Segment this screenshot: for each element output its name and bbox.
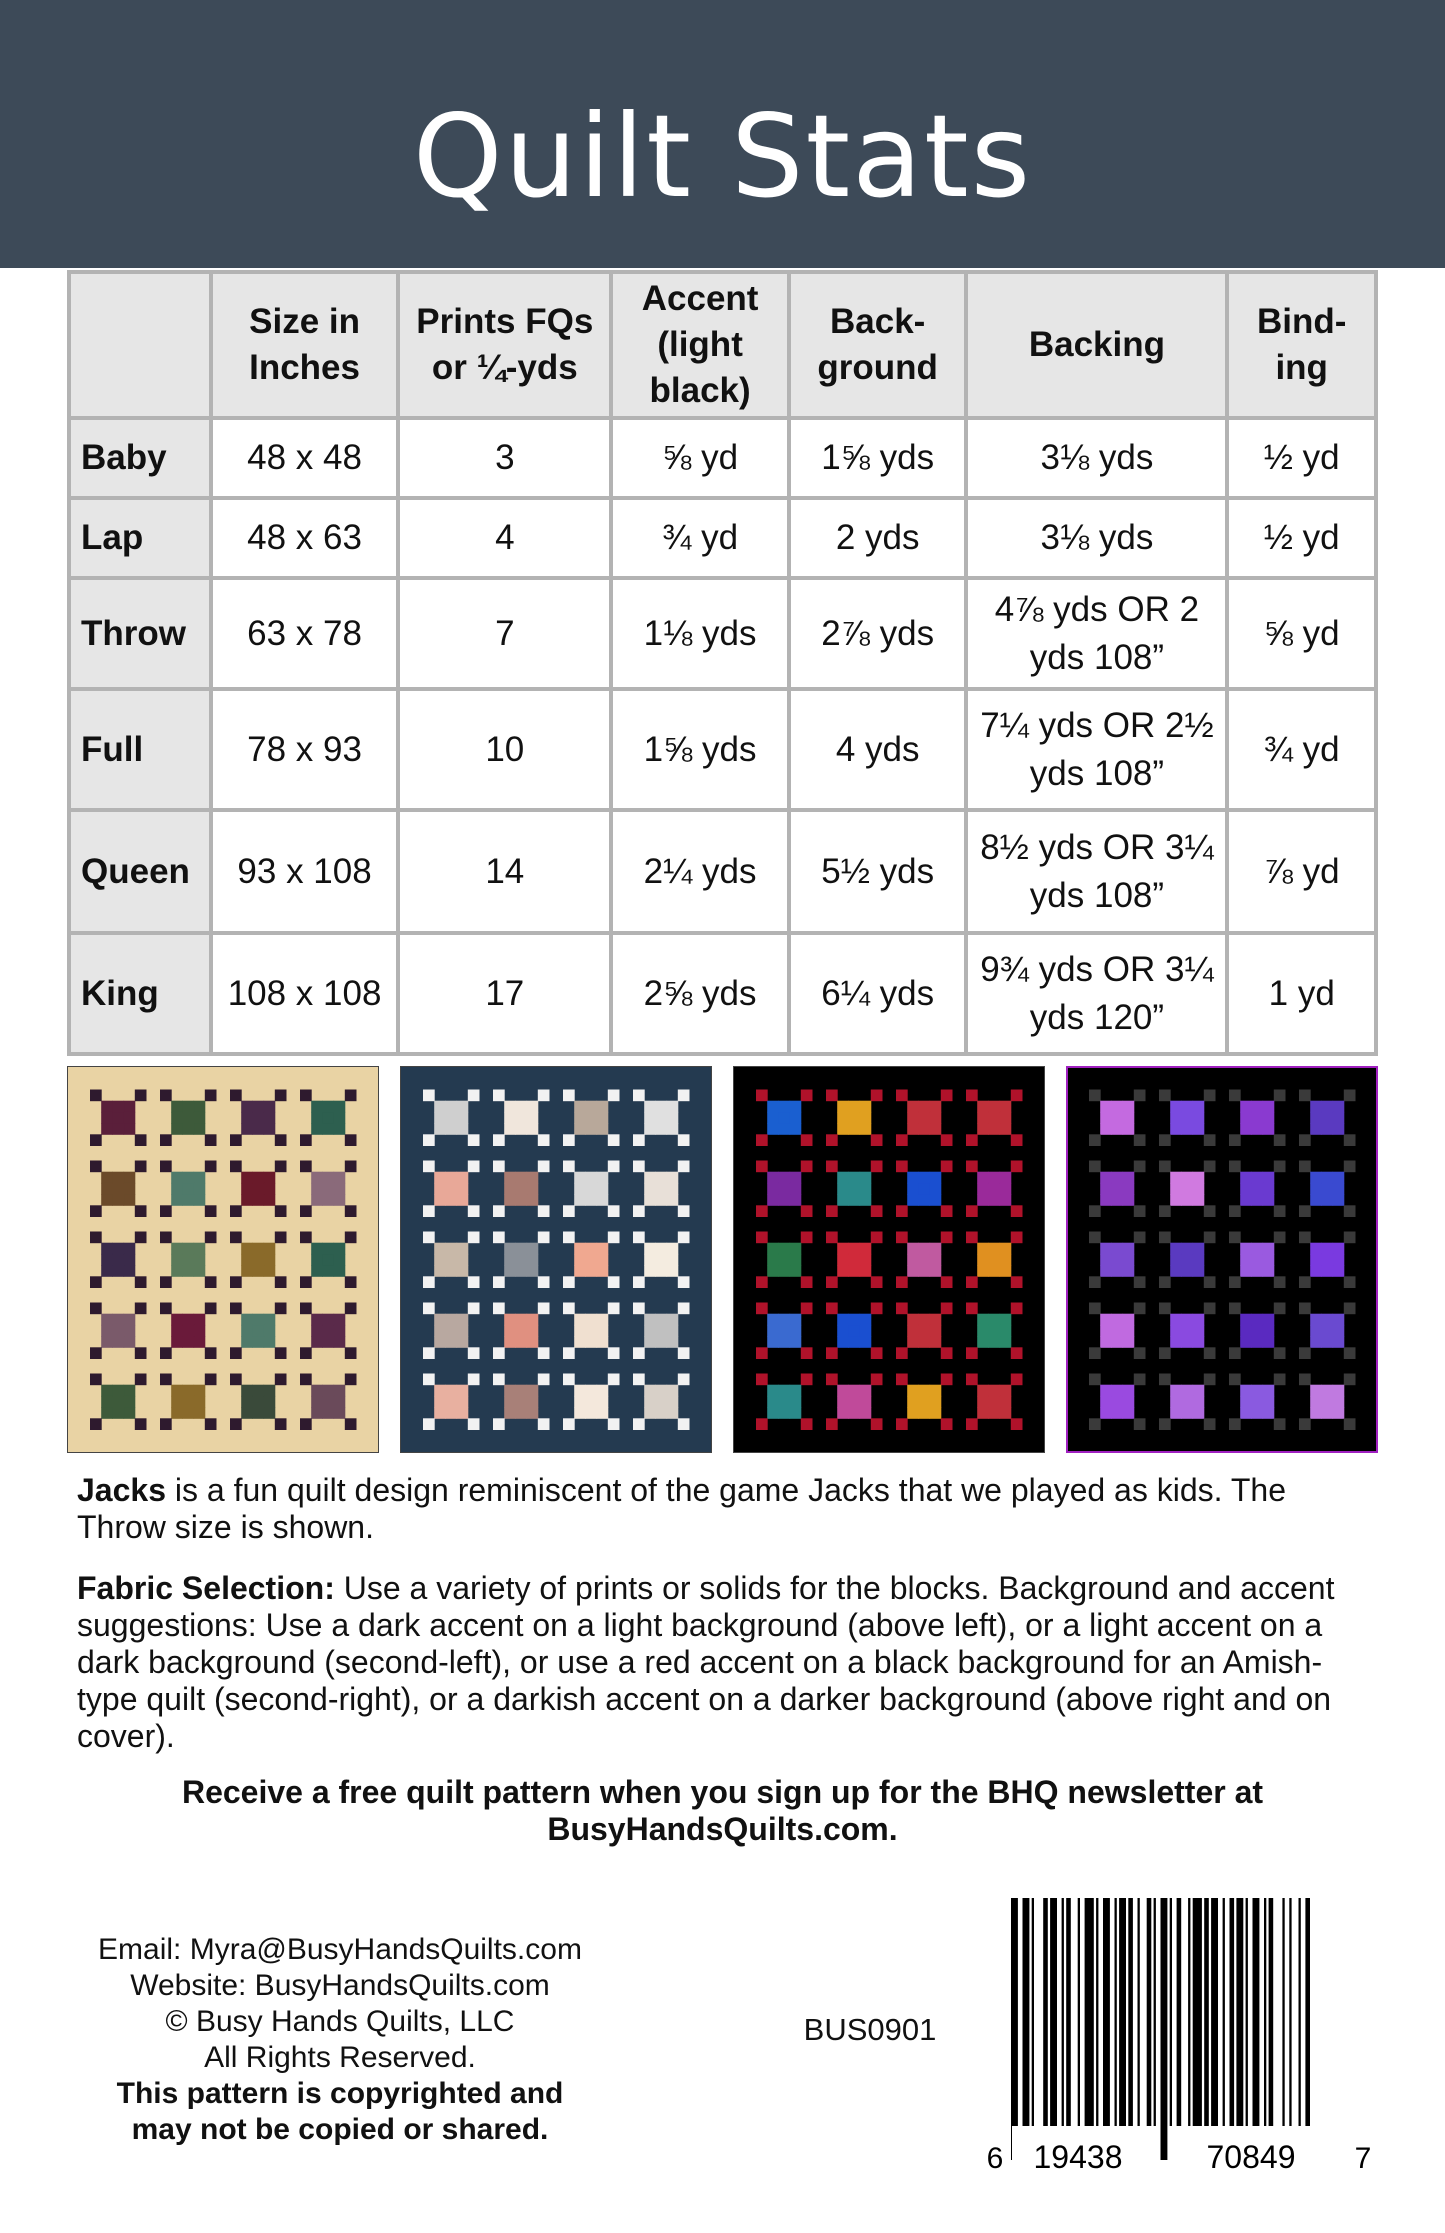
size-label: Full xyxy=(69,689,211,810)
copyright-notice-1: This pattern is copyrighted and xyxy=(116,2077,564,2110)
promo-line-2: BusyHandsQuilts.com. xyxy=(547,1811,898,1847)
table-row xyxy=(69,689,1376,810)
header-cell: Accent (light black) xyxy=(611,272,789,418)
barcode-digits-left: 19438 xyxy=(1033,2139,1123,2175)
quilt-thumbnail-navy xyxy=(400,1066,712,1453)
table-cell: 3⅛ yds xyxy=(966,418,1227,498)
table-cell: 4 yds xyxy=(789,689,967,810)
copyright-notice-2: may not be copied or shared. xyxy=(131,2113,549,2146)
size-label: Throw xyxy=(69,578,211,689)
contact-email: Email: Myra@BusyHandsQuilts.com xyxy=(98,1933,582,1966)
promo-line-1: Receive a free quilt pattern when you sign up for the BHQ newsletter at xyxy=(181,1774,1264,1810)
table-cell: 63 x 78 xyxy=(211,578,398,689)
table-cell: 1 yd xyxy=(1227,933,1376,1054)
table-cell: 7 xyxy=(398,578,611,689)
table-cell: 2⅝ yds xyxy=(611,933,789,1054)
fabric-selection-heading: Fabric Selection: xyxy=(77,1570,335,1606)
table-row xyxy=(69,578,1376,689)
table-row xyxy=(69,933,1376,1054)
header-banner xyxy=(0,0,1445,268)
table-cell: 93 x 108 xyxy=(211,810,398,933)
table-row xyxy=(69,810,1376,933)
table-cell: ½ yd xyxy=(1227,418,1376,498)
quilt-thumbnail-amish xyxy=(733,1066,1045,1453)
table-cell: 3⅛ yds xyxy=(966,498,1227,578)
table-cell: 10 xyxy=(398,689,611,810)
table-cell: 8½ yds OR 3¼ yds 108” xyxy=(966,810,1227,933)
table-cell: 17 xyxy=(398,933,611,1054)
copyright-line: © Busy Hands Quilts, LLC xyxy=(165,2005,515,2038)
table-cell: 9¾ yds OR 3¼ yds 120” xyxy=(966,933,1227,1054)
size-label: Baby xyxy=(69,418,211,498)
header-cell: Back-ground xyxy=(789,272,967,418)
table-cell: ½ yd xyxy=(1227,498,1376,578)
contact-block xyxy=(60,1932,620,2148)
table-cell: 4⅞ yds OR 2 yds 108” xyxy=(966,578,1227,689)
size-label: Lap xyxy=(69,498,211,578)
barcode-bars xyxy=(1011,1898,1310,2160)
header-cell: Backing xyxy=(966,272,1227,418)
header-cell: Prints FQs or ¼-yds xyxy=(398,272,611,418)
header-cell: Size in Inches xyxy=(211,272,398,418)
barcode-first-digit: 6 xyxy=(986,2142,1004,2175)
table-row xyxy=(69,498,1376,578)
table-header-row xyxy=(69,272,1376,418)
quilt-thumbnail-light xyxy=(67,1066,379,1453)
rights-line: All Rights Reserved. xyxy=(204,2041,476,2074)
header-cell: Bind-ing xyxy=(1227,272,1376,418)
table-cell: 1⅛ yds xyxy=(611,578,789,689)
intro-bold: Jacks xyxy=(77,1472,166,1508)
fabric-selection-text: Use a variety of prints or solids for the blocks. Background and accent suggestions: Use a dark accent on a light background (above left), or a light accent on a dark background (second-left), or use a red accent on a black background for an Amish-type quilt (second-right), or a darkish accent on a darker background (above right and on cover). xyxy=(77,1570,1335,1754)
table-cell: 48 x 63 xyxy=(211,498,398,578)
table-cell: 3 xyxy=(398,418,611,498)
table-cell: 7¼ yds OR 2½ yds 108” xyxy=(966,689,1227,810)
quilt-thumbnails xyxy=(67,1066,1378,1453)
table-cell: 6¼ yds xyxy=(789,933,967,1054)
fabric-selection-paragraph xyxy=(77,1570,1367,1755)
table-cell: 78 x 93 xyxy=(211,689,398,810)
quilt-stats-table xyxy=(67,270,1378,1056)
table-cell: 14 xyxy=(398,810,611,933)
barcode xyxy=(985,1898,1375,2178)
barcode-check-digit: 7 xyxy=(1354,2142,1372,2175)
table-cell: 4 xyxy=(398,498,611,578)
table-cell: 108 x 108 xyxy=(211,933,398,1054)
table-cell: 5½ yds xyxy=(789,810,967,933)
contact-website: Website: BusyHandsQuilts.com xyxy=(130,1969,550,2002)
size-label: King xyxy=(69,933,211,1054)
page-title: Quilt Stats xyxy=(412,90,1033,223)
header-cell xyxy=(69,272,211,418)
newsletter-promo xyxy=(67,1774,1378,1848)
table-cell: ⅝ yd xyxy=(611,418,789,498)
table-cell: ¾ yd xyxy=(1227,689,1376,810)
size-label: Queen xyxy=(69,810,211,933)
barcode-digits-right: 70849 xyxy=(1206,2139,1296,2175)
quilt-thumbnail-purple xyxy=(1066,1066,1378,1453)
intro-text: is a fun quilt design reminiscent of the game Jacks that we played as kids. The Throw size is shown. xyxy=(77,1472,1286,1545)
table-cell: 2 yds xyxy=(789,498,967,578)
table-cell: 1⅝ yds xyxy=(789,418,967,498)
sku-code: BUS0901 xyxy=(803,2012,937,2047)
table-cell: 2⅞ yds xyxy=(789,578,967,689)
table-cell: ⅞ yd xyxy=(1227,810,1376,933)
table-cell: 1⅝ yds xyxy=(611,689,789,810)
table-cell: ¾ yd xyxy=(611,498,789,578)
table-cell: 48 x 48 xyxy=(211,418,398,498)
intro-paragraph xyxy=(77,1472,1367,1546)
table-cell: ⅝ yd xyxy=(1227,578,1376,689)
table-row xyxy=(69,418,1376,498)
table-cell: 2¼ yds xyxy=(611,810,789,933)
